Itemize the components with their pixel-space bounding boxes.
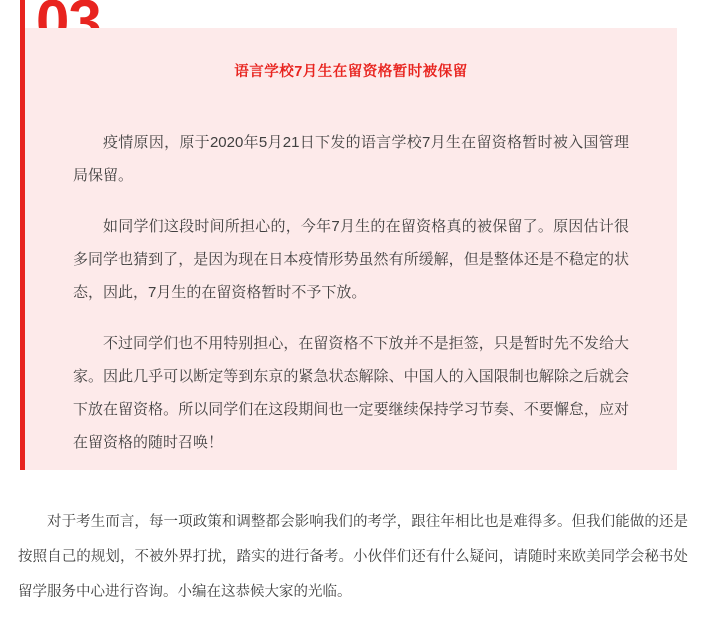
card-body (73, 126, 629, 459)
footer-body (18, 505, 688, 610)
card-paragraph: 疫情原因，原于2020年5月21日下发的语言学校7月生在留资格暂时被入国管理局保留。 (73, 134, 629, 184)
card-paragraph: 如同学们这段时间所担心的，今年7月生的在留资格真的被保留了。原因估计很多同学也猜到了，是因为现在日本疫情形势虽然有所缓解，但是整体还是不稳定的状态，因此，7月生的在留资格暂时不予下放。 (73, 218, 629, 301)
highlight-card (25, 28, 677, 470)
footer-paragraph: 对于考生而言，每一项政策和调整都会影响我们的考学，跟往年相比也是难得多。但我们能做的还是按照自己的规划，不被外界打扰，踏实的进行备考。小伙伴们还有什么疑问，请随时来欧美同学会秘书处留学服务中心进行咨询。小编在这恭候大家的光临。 (18, 514, 688, 600)
card-paragraph: 不过同学们也不用特别担心，在留资格不下放并不是拒签，只是暂时先不发给大家。因此几乎可以断定等到东京的紧急状态解除、中国人的入国限制也解除之后就会下放在留资格。所以同学们在这段期间也一定要继续保持学习节奏、不要懈怠，应对在留资格的随时召唤！ (73, 335, 629, 451)
card-title: 语言学校7月生在留资格暂时被保留 (234, 64, 468, 80)
